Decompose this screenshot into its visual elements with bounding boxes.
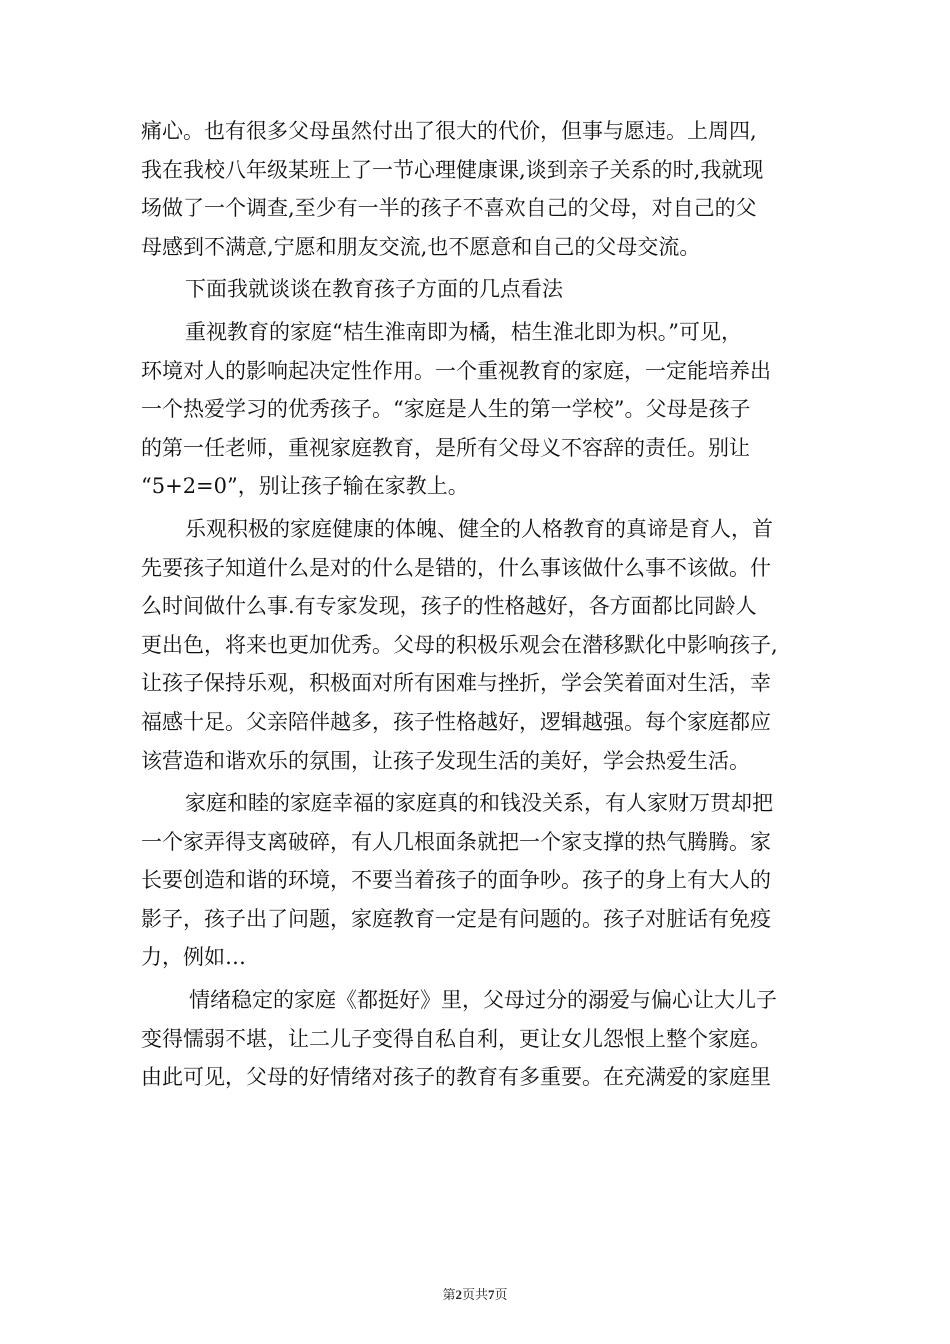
- text-line: 痛心。也有很多父母虽然付出了很大的代价，但事与愿违。上周四,: [141, 119, 757, 143]
- text-line: 情绪稳定的家庭《都挺好》里，父母过分的溺爱与偏心让大儿子: [189, 988, 777, 1013]
- text-line: 一个家弄得支离破碎，有人几根面条就把一个家支撑的热气腾腾。家: [141, 829, 771, 854]
- document-body: [141, 112, 813, 1097]
- page-number-middle: 页共: [461, 1288, 488, 1303]
- total-page-number: 7: [488, 1287, 495, 1302]
- text-line: 环境对人的影响起决定性作用。一个重视教育的家庭，一定能培养出: [141, 358, 771, 383]
- text-line: 母感到不满意,宁愿和朋友交流,也不愿意和自己的父母交流。: [141, 234, 701, 259]
- text-line: 力，例如…: [141, 945, 246, 970]
- text-line: 先要孩子知道什么是对的什么是错的，什么事该做什么事不该做。什: [141, 555, 771, 580]
- text-line: 福感十足。父亲陪伴越多，孩子性格越好，逻辑越强。每个家庭都应: [141, 709, 771, 734]
- text-line: 家庭和睦的家庭幸福的家庭真的和钱没关系，有人家财万贯却把: [185, 791, 773, 816]
- paragraph-1: [141, 112, 813, 266]
- paragraph-2: [141, 270, 813, 309]
- paragraph-3: [141, 313, 813, 506]
- text-line: 更出色，将来也更加优秀。父母的积极乐观会在潜移默化中影响孩子,: [141, 632, 778, 657]
- text-line: 么时间做什么事.有专家发现，孩子的性格越好，各方面都比同龄人: [141, 594, 757, 619]
- page-number-prefix: 第: [442, 1288, 456, 1303]
- current-page-number: 2: [455, 1287, 462, 1302]
- paragraph-4: [141, 510, 813, 780]
- text-line: “5+2=0”，别让孩子输在家教上。: [141, 474, 469, 499]
- text-line: 影子，孩子出了问题，家庭教育一定是有问题的。孩子对脏话有免疫: [141, 906, 771, 931]
- text-line: 由此可见，父母的好情绪对孩子的教育有多重要。在充满爱的家庭里: [141, 1065, 771, 1090]
- text-line: 让孩子保持乐观，积极面对所有困难与挫折，学会笑着面对生活，幸: [141, 671, 771, 696]
- text-line: 下面我就谈谈在教育孩子方面的几点看法: [185, 277, 563, 302]
- paragraph-5: [141, 784, 813, 977]
- text-line: 的第一任老师，重视家庭教育，是所有父母义不容辞的责任。别让: [141, 435, 750, 460]
- paragraph-6: [141, 981, 813, 1097]
- text-line: 该营造和谐欢乐的氛围，让孩子发现生活的美好，学会热爱生活。: [141, 748, 750, 773]
- page-number-suffix: 页: [494, 1288, 508, 1303]
- text-line: 重视教育的家庭“桔生淮南即为橘，桔生淮北即为枳。”可见，: [185, 319, 742, 344]
- text-line: 我在我校八年级某班上了一节心理健康课,谈到亲子关系的时,我就现: [141, 157, 764, 182]
- text-line: 一个热爱学习的优秀孩子。“家庭是人生的第一学校”。父母是孩子: [141, 397, 751, 422]
- text-line: 长要创造和谐的环境，不要当着孩子的面争吵。孩子的身上有大人的: [141, 868, 771, 893]
- text-line: 场做了一个调查,至少有一半的孩子不喜欢自己的父母，对自己的父: [141, 196, 757, 221]
- text-line: 变得懦弱不堪，让二儿子变得自私自利，更让女儿怨恨上整个家庭。: [141, 1026, 771, 1051]
- page-footer: [0, 1284, 950, 1303]
- text-line: 乐观积极的家庭健康的体魄、健全的人格教育的真谛是育人，首: [185, 516, 773, 541]
